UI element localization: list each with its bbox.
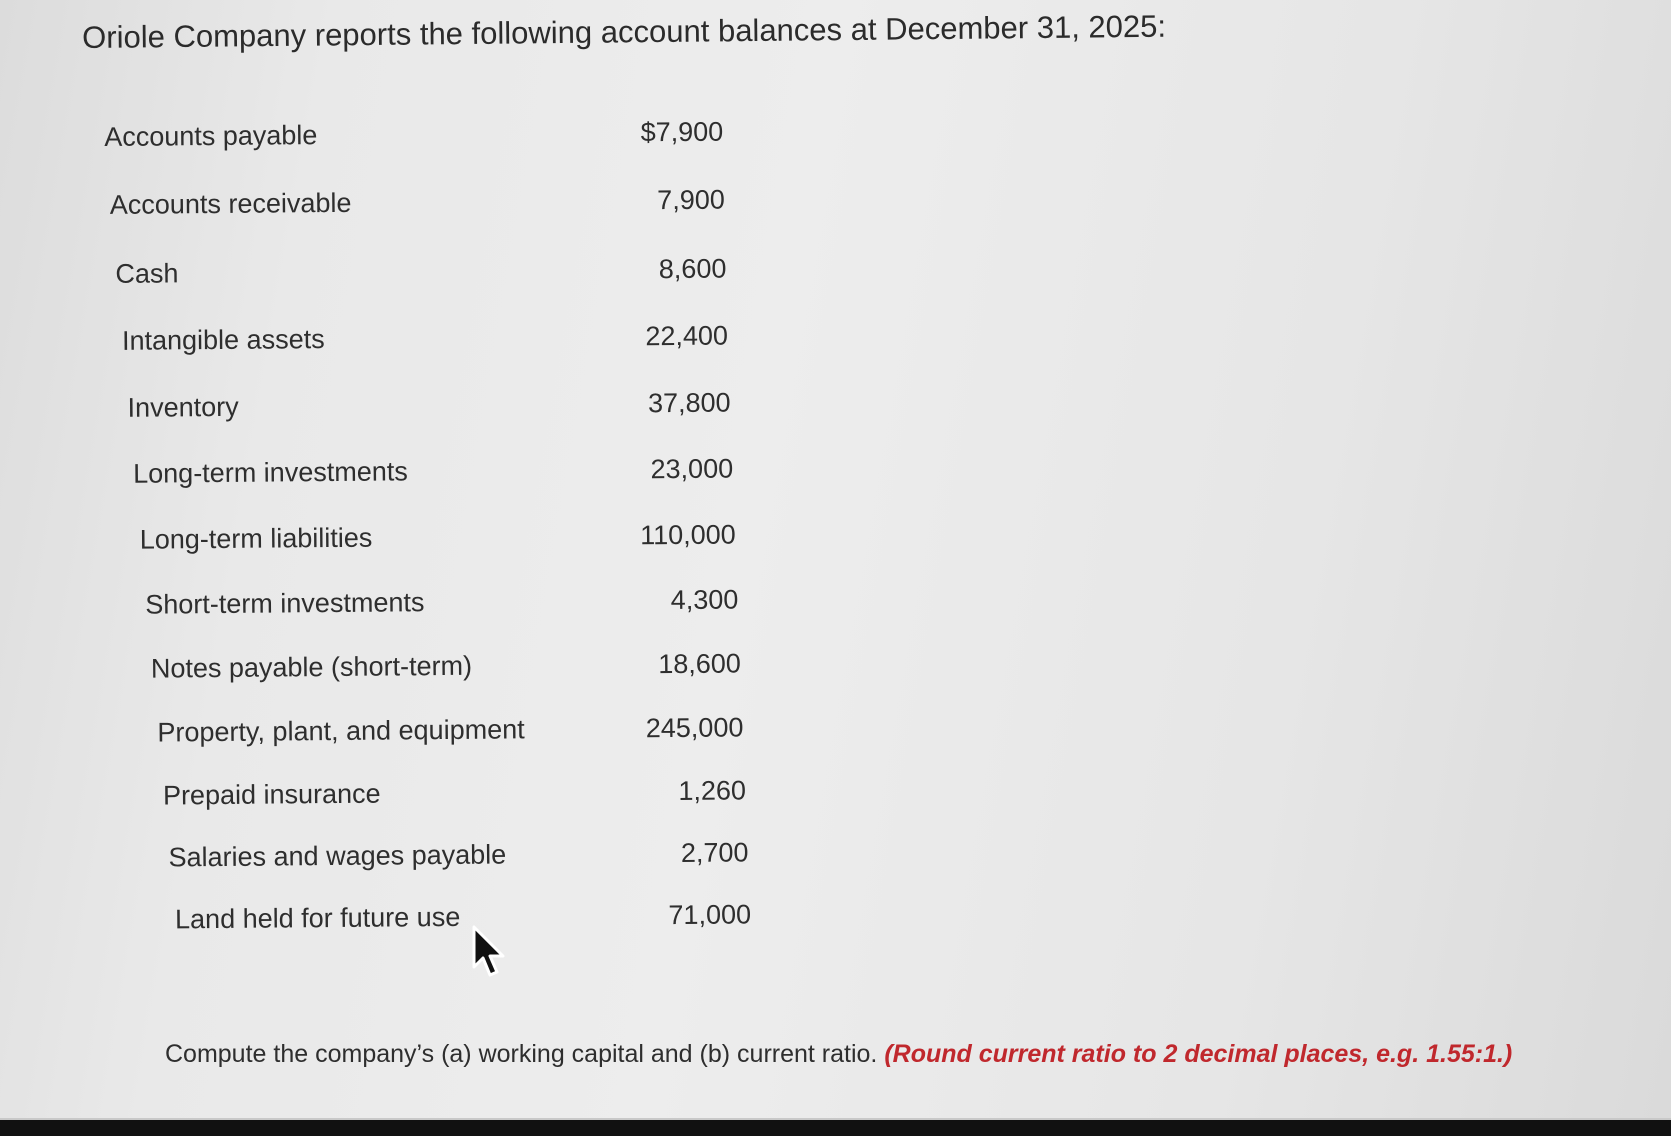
account-amount: 8,600: [658, 253, 727, 285]
mouse-pointer-icon: [470, 925, 510, 981]
rounding-note: (Round current ratio to 2 decimal places, e.g. 1.55:1.): [884, 1040, 1513, 1068]
account-label: Inventory: [127, 391, 239, 423]
table-row: [104, 519, 736, 555]
question-text: [165, 1040, 1512, 1069]
account-label: Cash: [115, 258, 179, 289]
account-amount: 71,000: [668, 899, 752, 931]
table-row: [106, 775, 747, 811]
question-main: Compute the company’s (a) working capital and (b) current ratio.: [165, 1040, 885, 1068]
account-label: Accounts payable: [104, 120, 318, 152]
account-label: Notes payable (short-term): [150, 650, 473, 684]
account-label: Accounts receivable: [109, 187, 352, 220]
account-label: Land held for future use: [174, 901, 461, 935]
problem-heading: Oriole Company reports the following account balances at December 31, 2025:: [82, 8, 1167, 55]
table-row: [102, 387, 731, 423]
account-label: Property, plant, and equipment: [157, 714, 525, 748]
table-row: [102, 320, 729, 356]
account-label: Long-term liabilities: [139, 522, 373, 555]
account-amount: 110,000: [639, 519, 736, 551]
account-label: Short-term investments: [145, 587, 425, 620]
account-label: Prepaid insurance: [162, 778, 381, 811]
account-amount: 2,700: [680, 837, 749, 868]
account-label: Long-term investments: [133, 456, 408, 489]
account-balances-table: [100, 105, 752, 935]
table-row: [103, 453, 734, 489]
account-amount: 23,000: [650, 453, 734, 485]
account-label: Salaries and wages payable: [168, 839, 507, 873]
account-amount: 4,300: [670, 584, 739, 616]
monitor-bezel: [0, 1120, 1671, 1136]
account-label: Intangible assets: [121, 324, 325, 356]
table-row: [105, 712, 744, 748]
account-amount: 245,000: [645, 712, 744, 744]
table-row: [101, 184, 725, 220]
account-amount: 18,600: [658, 648, 741, 680]
account-amount: $7,900: [640, 116, 724, 148]
table-row: [100, 116, 724, 152]
account-amount: 1,260: [678, 775, 747, 806]
account-amount: 22,400: [645, 320, 729, 352]
table-row: [107, 899, 752, 935]
table-row: [106, 837, 749, 873]
table-row: [104, 584, 739, 620]
table-row: [101, 253, 727, 289]
table-row: [105, 648, 741, 684]
account-amount: 7,900: [657, 184, 725, 216]
account-amount: 37,800: [647, 387, 731, 419]
